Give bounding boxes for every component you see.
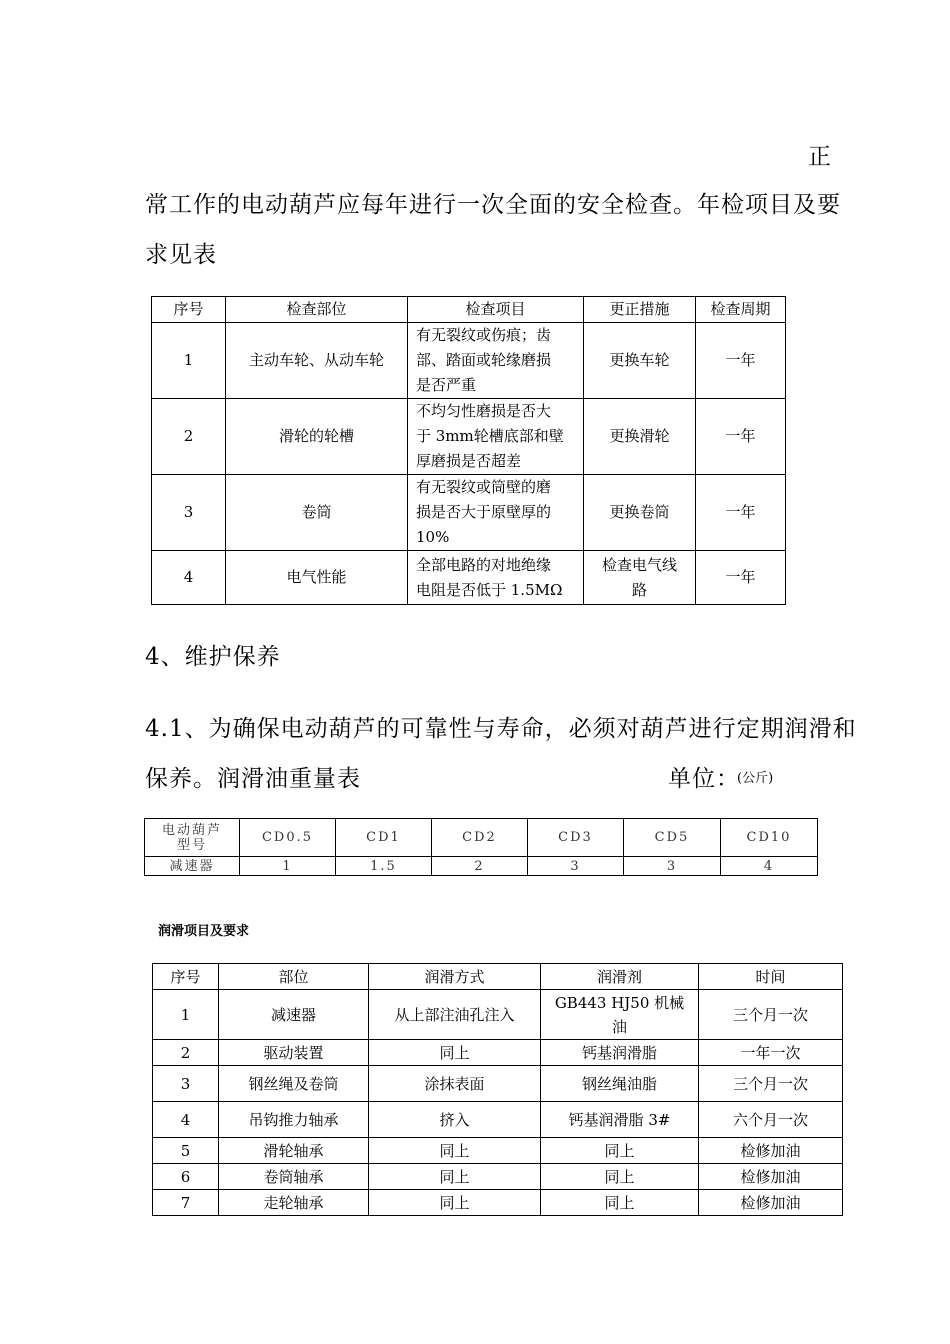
lube-method: 同上 bbox=[369, 1138, 541, 1164]
header-cell: 序号 bbox=[153, 964, 219, 990]
row-label: 减速器 bbox=[145, 857, 240, 876]
lube-part: 减速器 bbox=[219, 990, 369, 1040]
inspection-item bbox=[408, 551, 584, 605]
header-cell: 润滑剂 bbox=[541, 964, 699, 990]
value-cell: 2 bbox=[432, 857, 528, 876]
inspection-period: 一年 bbox=[696, 323, 786, 399]
intro-line-1: 常工作的电动葫芦应每年进行一次全面的安全检查。年检项目及要 bbox=[145, 192, 841, 218]
measure-line: 路 bbox=[631, 580, 647, 599]
lube-time: 三个月一次 bbox=[699, 990, 843, 1040]
lubrication-table bbox=[152, 963, 843, 1216]
inspection-item bbox=[408, 323, 584, 399]
row-number: 1 bbox=[153, 990, 219, 1040]
measure-line: 更换卷筒 bbox=[609, 503, 670, 521]
measure-line: 更换滑轮 bbox=[609, 427, 670, 445]
lube-part: 吊钩推力轴承 bbox=[219, 1102, 369, 1138]
row-number: 1 bbox=[152, 323, 226, 399]
row-number: 2 bbox=[152, 399, 226, 475]
row-number: 5 bbox=[153, 1138, 219, 1164]
header-cell: 序号 bbox=[152, 297, 226, 323]
lubricant: 钙基润滑脂 3# bbox=[541, 1102, 699, 1138]
table-row bbox=[153, 1138, 843, 1164]
lube-header-row bbox=[153, 964, 843, 990]
value-cell: 4 bbox=[721, 857, 818, 876]
value-cell: 3 bbox=[528, 857, 624, 876]
inspection-part: 滑轮的轮槽 bbox=[226, 399, 408, 475]
header-cell: 润滑方式 bbox=[369, 964, 541, 990]
lube-time: 检修加油 bbox=[699, 1138, 843, 1164]
lubricant-line: 油 bbox=[611, 1017, 627, 1036]
item-line: 不均匀性磨损是否大 bbox=[416, 402, 552, 420]
table-row bbox=[152, 323, 786, 399]
lube-method: 挤入 bbox=[369, 1102, 541, 1138]
top-right-char: 正 bbox=[808, 144, 832, 170]
header-cell: 更正措施 bbox=[584, 297, 696, 323]
oil-header-row bbox=[145, 819, 818, 857]
item-line: 有无裂纹或伤痕；齿 bbox=[416, 326, 552, 344]
item-line: 损是否大于原壁厚的 bbox=[416, 503, 552, 521]
item-line: 厚磨损是否超差 bbox=[416, 452, 522, 470]
value-cell: 3 bbox=[624, 857, 721, 876]
lube-method: 同上 bbox=[369, 1190, 541, 1216]
row-number: 7 bbox=[153, 1190, 219, 1216]
intro-line-2: 求见表 bbox=[145, 242, 217, 268]
header-cell: 检查项目 bbox=[408, 297, 584, 323]
lube-part: 滑轮轴承 bbox=[219, 1138, 369, 1164]
lube-table-title: 润滑项目及要求 bbox=[158, 924, 250, 939]
lube-part: 驱动装置 bbox=[219, 1040, 369, 1066]
lubricant: 钙基润滑脂 bbox=[541, 1040, 699, 1066]
table-row bbox=[153, 1040, 843, 1066]
lube-time: 六个月一次 bbox=[699, 1102, 843, 1138]
table-row bbox=[145, 857, 818, 876]
row-number: 3 bbox=[153, 1066, 219, 1102]
table-row bbox=[152, 475, 786, 551]
lubricant: 同上 bbox=[541, 1164, 699, 1190]
table-row bbox=[153, 1066, 843, 1102]
row-number: 6 bbox=[153, 1164, 219, 1190]
value-cell: 1.5 bbox=[336, 857, 432, 876]
measure bbox=[584, 551, 696, 605]
inspection-period: 一年 bbox=[696, 475, 786, 551]
item-line: 有无裂纹或筒壁的磨 bbox=[416, 478, 552, 496]
lube-time: 三个月一次 bbox=[699, 1066, 843, 1102]
inspection-part: 卷筒 bbox=[226, 475, 408, 551]
item-line: 全部电路的对地绝缘 bbox=[416, 555, 552, 574]
item-line: 于 3mm轮槽底部和壁 bbox=[416, 427, 564, 445]
lubricant: 同上 bbox=[541, 1190, 699, 1216]
model-header-line: 电动葫芦 bbox=[161, 822, 222, 838]
measure bbox=[584, 399, 696, 475]
measure-line: 更换车轮 bbox=[609, 351, 670, 369]
lube-method: 涂抹表面 bbox=[369, 1066, 541, 1102]
lube-method: 同上 bbox=[369, 1040, 541, 1066]
lube-method: 从上部注油孔注入 bbox=[369, 990, 541, 1040]
table-row bbox=[153, 1190, 843, 1216]
table-row bbox=[152, 399, 786, 475]
lubricant: 钢丝绳油脂 bbox=[541, 1066, 699, 1102]
lube-part: 卷筒轴承 bbox=[219, 1164, 369, 1190]
section-paragraph-line-1: 4.1、为确保电动葫芦的可靠性与寿命，必须对葫芦进行定期润滑和 bbox=[145, 716, 857, 742]
table-row bbox=[153, 1164, 843, 1190]
section-paragraph-line-2: 保养。润滑油重量表 bbox=[145, 766, 361, 792]
header-cell: 检查周期 bbox=[696, 297, 786, 323]
table-row bbox=[153, 990, 843, 1040]
model-header bbox=[145, 819, 240, 857]
table-row bbox=[152, 551, 786, 605]
inspection-part: 电气性能 bbox=[226, 551, 408, 605]
inspection-header-row bbox=[152, 297, 786, 323]
model-header-line: 型号 bbox=[176, 837, 207, 853]
lube-time: 一年一次 bbox=[699, 1040, 843, 1066]
model-cell: CD1 bbox=[336, 819, 432, 857]
inspection-item bbox=[408, 399, 584, 475]
measure bbox=[584, 323, 696, 399]
lube-method: 同上 bbox=[369, 1164, 541, 1190]
oil-weight-table bbox=[144, 818, 818, 876]
model-cell: CD2 bbox=[432, 819, 528, 857]
row-number: 2 bbox=[153, 1040, 219, 1066]
lube-part: 走轮轴承 bbox=[219, 1190, 369, 1216]
item-line: 10% bbox=[416, 528, 450, 546]
measure-line: 检查电气线 bbox=[601, 555, 677, 574]
model-cell: CD0.5 bbox=[240, 819, 336, 857]
model-cell: CD3 bbox=[528, 819, 624, 857]
value-cell: 1 bbox=[240, 857, 336, 876]
header-cell: 检查部位 bbox=[226, 297, 408, 323]
inspection-part: 主动车轮、从动车轮 bbox=[226, 323, 408, 399]
lube-time: 检修加油 bbox=[699, 1190, 843, 1216]
section-heading: 4、维护保养 bbox=[145, 644, 281, 670]
inspection-item bbox=[408, 475, 584, 551]
measure bbox=[584, 475, 696, 551]
lubricant-line: GB443 HJ50 机械 bbox=[554, 993, 685, 1012]
inspection-period: 一年 bbox=[696, 551, 786, 605]
lube-part: 钢丝绳及卷筒 bbox=[219, 1066, 369, 1102]
model-cell: CD10 bbox=[721, 819, 818, 857]
unit-value: (公斤) bbox=[737, 771, 774, 786]
lubricant bbox=[541, 990, 699, 1040]
row-number: 4 bbox=[153, 1102, 219, 1138]
inspection-table bbox=[151, 296, 786, 605]
lube-time: 检修加油 bbox=[699, 1164, 843, 1190]
table-row bbox=[153, 1102, 843, 1138]
header-cell: 时间 bbox=[699, 964, 843, 990]
item-line: 电阻是否低于 1.5MΩ bbox=[416, 580, 563, 599]
inspection-period: 一年 bbox=[696, 399, 786, 475]
unit-label: 单位： bbox=[668, 766, 740, 792]
item-line: 是否严重 bbox=[416, 376, 477, 394]
item-line: 部、踏面或轮缘磨损 bbox=[416, 351, 552, 369]
row-number: 3 bbox=[152, 475, 226, 551]
model-cell: CD5 bbox=[624, 819, 721, 857]
lubricant: 同上 bbox=[541, 1138, 699, 1164]
header-cell: 部位 bbox=[219, 964, 369, 990]
row-number: 4 bbox=[152, 551, 226, 605]
